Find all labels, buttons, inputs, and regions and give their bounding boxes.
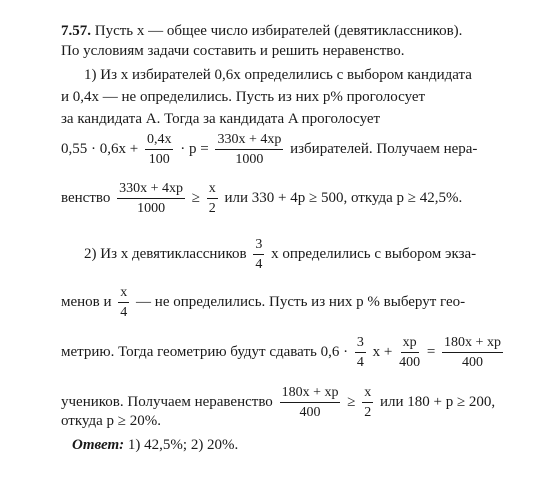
eq1-frac-den: 100 <box>148 152 170 167</box>
p2-l2-den: 4 <box>120 305 128 320</box>
p2-l3-fraction3 <box>442 334 503 371</box>
p2-l3-start: метрию. Тогда геометрию будут сдавать 0,6 · <box>61 343 349 360</box>
p2-l4-fraction <box>280 384 341 421</box>
problem-header-line2: По условиям задачи составить и решить неравенство. <box>61 43 405 59</box>
l5-num2: x <box>207 180 218 199</box>
p2-l4-tail: или 180 + p ≥ 200, <box>379 393 496 410</box>
p2-l3-den3: 400 <box>462 355 483 370</box>
p2-l3-den: 4 <box>356 355 364 370</box>
l5-tail: или 330 + 4p ≥ 500, откуда p ≥ 42,5%. <box>224 189 463 206</box>
p2-l3-num3: 180x + xp <box>442 334 503 353</box>
eq1-rhs-den: 1000 <box>235 152 264 167</box>
l5-fraction2 <box>207 180 218 217</box>
eq1-left: 0,55 · 0,6x + <box>61 140 139 157</box>
answer-line <box>72 436 238 454</box>
part1-line3: за кандидата A. Тогда за кандидата A проголосует <box>61 111 381 127</box>
p2-l4-ge: ≥ <box>347 393 356 410</box>
eq1-rhs-fraction <box>215 131 283 168</box>
p2-l3-num2: xp <box>401 334 419 353</box>
problem-header-line1 <box>61 22 462 40</box>
p2-l1-tail: x определились с выбором экза- <box>271 245 477 262</box>
p2-l2-num: x <box>118 284 129 303</box>
p2-l4-num2: x <box>362 384 373 403</box>
answer-text: 1) 42,5%; 2) 20%. <box>127 437 239 453</box>
p2-l2-start: менов и <box>61 293 112 310</box>
eq1-frac-num: 0,4x <box>145 131 174 150</box>
part1-line1: 1) Из x избирателей 0,6x определились с выбором кандидата <box>84 67 472 83</box>
problem-line1-text: Пусть x — общее число избирателей (девятиклассников). <box>94 23 463 39</box>
p2-l3-mid: x + <box>372 343 393 360</box>
p2-l1-num: 3 <box>253 236 264 255</box>
l5-start: венство <box>61 189 111 206</box>
part2-line3 <box>61 334 506 371</box>
p2-l3-fraction <box>355 334 366 371</box>
p2-l4-fraction2 <box>362 384 373 421</box>
p2-l3-den2: 400 <box>399 355 421 370</box>
p2-l1-start: 2) Из x девятиклассников <box>84 245 247 262</box>
p2-l4-num: 180x + xp <box>280 384 341 403</box>
p2-l4-den: 400 <box>299 405 321 420</box>
eq1-rhs-num: 330x + 4xp <box>215 131 283 150</box>
eq1-mid: · p = <box>180 140 209 157</box>
p2-l2-tail: — не определились. Пусть из них p % выберут гео- <box>136 293 466 310</box>
p2-l3-num: 3 <box>355 334 366 353</box>
p2-l1-den: 4 <box>255 257 263 272</box>
l5-ge: ≥ <box>191 189 201 206</box>
p2-l3-eq: = <box>426 343 436 360</box>
p2-l2-fraction <box>118 284 129 321</box>
l5-den2: 2 <box>208 201 216 216</box>
part1-inequality-line <box>61 180 462 217</box>
part2-line1 <box>84 236 476 273</box>
part1-line2: и 0,4x — не определились. Пусть из них p% проголосует <box>61 89 426 105</box>
problem-number: 7.57. <box>61 23 91 39</box>
part1-equation-line <box>61 131 477 168</box>
p2-l1-fraction <box>253 236 264 273</box>
l5-num: 330x + 4xp <box>117 180 185 199</box>
l5-fraction <box>117 180 185 217</box>
p2-l4-start: учеников. Получаем неравенство <box>61 393 273 410</box>
eq1-fraction <box>145 131 174 168</box>
answer-label: Ответ: <box>72 437 125 453</box>
eq1-tail: избирателей. Получаем нера- <box>290 140 478 157</box>
part2-line2 <box>61 284 465 321</box>
p2-l3-fraction2 <box>399 334 420 371</box>
part2-line5: откуда p ≥ 20%. <box>61 413 162 429</box>
l5-den: 1000 <box>137 201 166 216</box>
p2-l4-den2: 2 <box>364 405 372 420</box>
